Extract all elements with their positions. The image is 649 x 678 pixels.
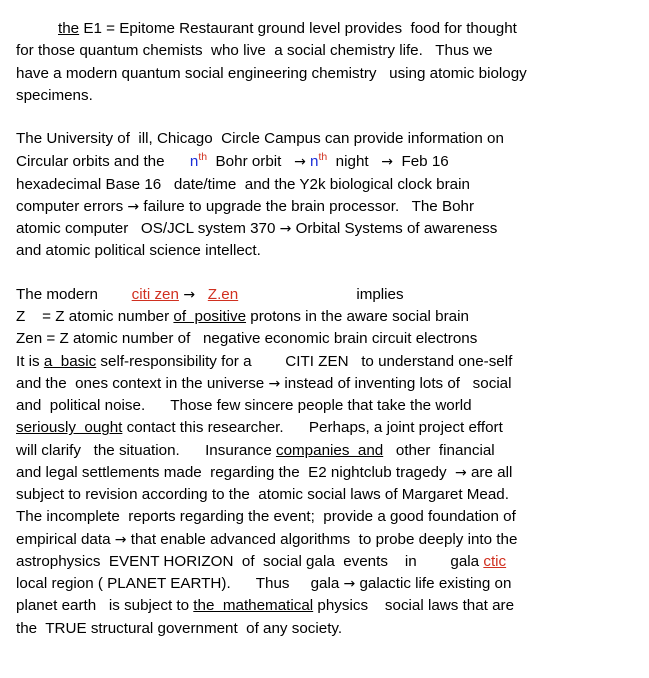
underlined-text: a basic [43,352,97,370]
text-run: for those quantum chemists who live a social chemistry life. Thus we [16,42,493,60]
text-run [195,286,208,303]
text-run: subject to revision according to the atomic social laws of Margaret Mead. [16,486,509,504]
text-run: and legal settlements made regarding the E2 nightclub tragedy [16,463,456,481]
underlined-text: the mathematical [193,597,314,615]
document-body [16,18,635,640]
arrow-icon: → [381,154,394,171]
text-run: the TRUE structural government of any society. [16,619,343,637]
text-line [16,242,261,259]
text-run: self-responsibility for a CITI ZEN to understand one-self [96,352,513,370]
superscript: th [318,151,328,164]
text-run: implies [238,285,404,303]
underlined-text: citi zen [131,285,179,303]
text-run: planet earth is subject to [16,597,194,615]
paragraph-spacer [16,263,635,284]
text-run: empirical data [16,530,115,548]
text-run: failure to upgrade the brain processor. The Bohr [139,197,475,215]
text-line [16,442,495,459]
text-run: that enable advanced algorithms to probe deeply into the [126,530,518,548]
text-line [16,220,497,237]
text-run: night [327,153,382,171]
text-line [16,419,503,436]
text-run: have a modern quantum social engineering chemistry using atomic biology [16,64,527,82]
text-run: Orbital Systems of awareness [291,220,498,238]
text-line [16,286,404,303]
text-line [16,620,342,637]
text-run: protons in the aware social brain [246,307,469,325]
paragraph [16,128,635,263]
text-line [16,42,493,59]
text-run: contact this researcher. Perhaps, a joint project effort [122,419,503,437]
text-run: hexadecimal Base 16 date/time and the Y2k biological clock brain [16,175,470,193]
text-run: atomic computer OS/JCL system 370 [16,220,280,238]
text-run: E1 = Epitome Restaurant ground level provides food for thought [79,20,517,37]
text-line [16,375,512,392]
text-line [16,508,516,525]
arrow-icon: → [178,286,196,303]
arrow-icon: → [455,464,467,481]
superscript: th [198,151,208,164]
text-run: and political noise. Those few sincere people that take the world [16,397,472,415]
text-line [16,130,504,147]
arrow-icon: → [268,375,281,392]
arrow-icon: → [114,531,127,548]
text-run: other financial [383,441,495,459]
text-run: computer errors [16,197,128,215]
arrow-icon: → [294,154,306,171]
text-run: local region ( PLANET EARTH). Thus gala [16,575,344,593]
text-line [16,308,469,325]
text-run: The modern [16,285,132,303]
text-run: The incomplete reports regarding the event; provide a good foundation of [16,508,516,526]
text-run: Bohr orbit [207,153,295,171]
text-line [16,575,511,592]
text-line [16,87,93,104]
arrow-icon: → [279,221,292,238]
text-line [16,198,474,215]
text-line [16,353,512,370]
text-run: instead of inventing lots of social [280,374,512,392]
text-run: and the ones context in the universe [16,374,269,392]
underlined-text: the [58,20,80,37]
arrow-icon: → [343,576,356,593]
text-line [16,464,512,481]
underlined-text: companies and [275,441,384,459]
arrow-icon: → [127,198,140,215]
text-run: It is [16,352,44,370]
text-line [16,153,449,170]
text-run: Zen = Z atomic number of negative economic brain circuit electrons [16,330,478,348]
underlined-text: ctic [483,552,507,570]
text-run: and atomic political science intellect. [16,242,261,260]
paragraph [16,18,635,107]
underlined-text: seriously ought [16,419,123,437]
text-line [16,486,509,503]
text-line [16,20,517,37]
underlined-text: Z.en [207,285,239,303]
text-line [16,397,472,414]
text-line [16,65,527,82]
text-run: astrophysics EVENT HORIZON of social gala events in gala [16,552,484,570]
text-run: will clarify the situation. Insurance [16,441,276,459]
text-run: specimens. [16,86,93,104]
text-line [16,330,477,347]
text-line [16,176,470,193]
text-run: are all [466,463,513,481]
text-line [16,531,517,548]
text-run: physics social laws that are [313,597,515,615]
text-run: n [189,153,199,171]
text-run: Feb 16 [393,153,449,171]
paragraph-spacer [16,107,635,128]
underlined-text: of positive [173,307,247,325]
text-run: The University of ill, Chicago Circle Campus can provide information on [16,130,504,148]
text-run: Circular orbits and the [16,153,190,171]
text-line [16,553,506,570]
text-run: galactic life existing on [355,575,512,593]
text-run: Z = Z atomic number [16,307,174,325]
text-line [16,597,514,614]
paragraph [16,284,635,640]
text-run: n [305,153,319,171]
